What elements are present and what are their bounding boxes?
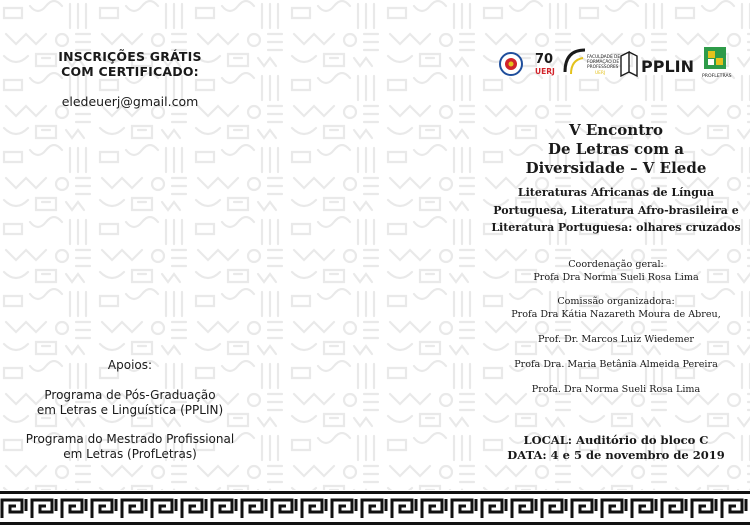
ffp-sub: UERJ <box>595 71 606 76</box>
committee-label: Comissão organizadora: <box>557 296 675 307</box>
event-title-line-1: V Encontro <box>568 121 664 139</box>
event-title <box>482 121 750 178</box>
profletras-text: PROFLETRAS <box>702 74 732 79</box>
committee-member-1: Profa Dra Kátia Nazareth Moura de Abreu, <box>511 308 721 320</box>
coordination-label: Coordenação geral: <box>568 259 664 270</box>
decorative-border <box>0 491 750 525</box>
support-pplin-line-1: Programa de Pós-Graduação <box>44 388 216 402</box>
event-subtitle <box>482 184 750 237</box>
ffp-line-3: PROFESSORES <box>587 65 619 70</box>
pplin-text: PPLIN <box>641 57 694 76</box>
ffp-logo <box>565 50 620 76</box>
support-pplin <box>0 388 260 418</box>
ffp-line-1: FACULDADE DE <box>587 55 621 60</box>
event-subtitle-line-1: Literaturas Africanas de Língua <box>517 186 715 199</box>
uerj-70-number: 70 <box>535 52 554 67</box>
committee-member-4: Profa. Dra Norma Sueli Rosa Lima <box>531 384 701 395</box>
registration-heading <box>0 49 260 79</box>
event-title-line-2: De Letras com a <box>547 140 685 158</box>
event-location: LOCAL: Auditório do bloco C <box>523 433 709 447</box>
uerj-70-text: UERJ <box>535 67 555 76</box>
support-profletras-line-1: Programa do Mestrado Profissional <box>25 432 235 446</box>
pplin-logo <box>621 52 694 76</box>
logo-strip <box>495 44 735 80</box>
event-date: DATA: 4 e 5 de novembro de 2019 <box>507 448 725 462</box>
registration-line-1: INSCRIÇÕES GRÁTIS <box>58 49 202 64</box>
uerj-70-logo <box>535 52 555 76</box>
support-profletras <box>0 432 260 462</box>
supports-section <box>0 358 260 476</box>
ffp-line-2: FORMAÇÃO DE <box>587 60 620 65</box>
registration-email[interactable]: eledeuerj@gmail.com <box>61 94 199 109</box>
committee-member-3: Profa Dra. Maria Betânia Almeida Pereira <box>514 359 718 370</box>
uerj-seal-logo <box>500 53 522 75</box>
event-subtitle-line-3: Literatura Portuguesa: olhares cruzados <box>491 221 741 234</box>
coordination-name: Profa Dra Norma Sueli Rosa Lima <box>533 271 699 283</box>
support-profletras-line-2: em Letras (ProfLetras) <box>63 447 197 461</box>
event-subtitle-line-2: Portuguesa, Literatura Afro-brasileira e <box>493 203 739 217</box>
committee-block <box>482 296 750 321</box>
support-pplin-line-2: em Letras e Linguística (PPLIN) <box>36 403 224 417</box>
coordination-block <box>482 259 750 284</box>
committee-member-2: Prof. Dr. Marcos Luiz Wiedemer <box>537 334 695 345</box>
event-title-line-3: Diversidade – V Elede <box>525 159 707 177</box>
event-location-date <box>482 433 750 463</box>
profletras-logo <box>702 47 732 79</box>
supports-heading: Apoios: <box>107 358 153 372</box>
registration-line-2: COM CERTIFICADO: <box>61 64 199 79</box>
